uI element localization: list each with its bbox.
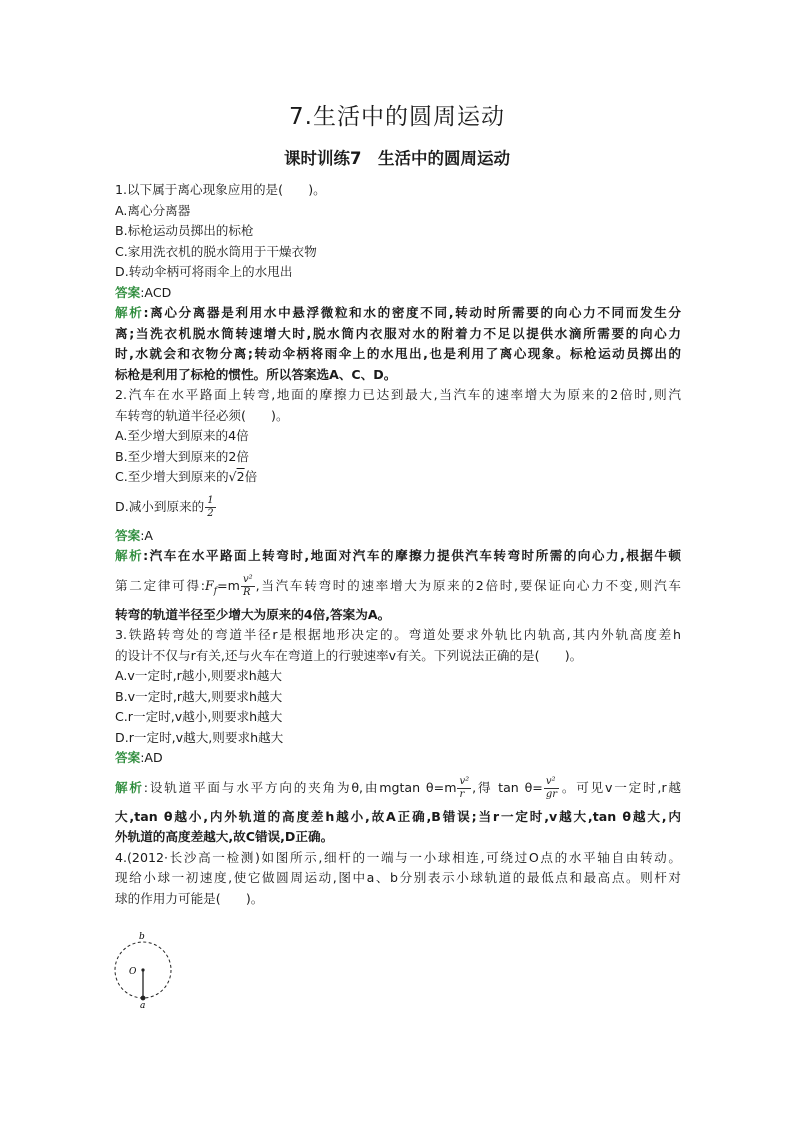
q2-option-a: A.至少增大到原来的4倍 <box>115 428 249 443</box>
q2-analysis-text-2: 第二定律可得: <box>115 577 206 593</box>
ball <box>141 996 146 1001</box>
fraction-numerator: v² <box>544 776 559 789</box>
q2-stem-line-2: 车转弯的轨道半径必须( )。 <box>115 407 289 423</box>
fraction-numerator: 1 <box>207 494 214 506</box>
fraction-denominator: gr <box>545 788 558 800</box>
q3-analysis-text-1: :设轨道平面与水平方向的夹角为θ,由mgtan θ=m <box>143 779 457 795</box>
q3-option-a: A.v一定时,r越小,则要求h越大 <box>115 668 282 683</box>
q2-answer-value: :A <box>140 527 154 543</box>
q4-stem-line-1: 4.(2012·长沙高一检测)如图所示,细杆的一端与一小球相连,可绕过O点的水平轴自由转动。 <box>115 849 681 865</box>
q3-option-c: C.r一定时,v越小,则要求h越大 <box>115 709 283 724</box>
formula-eq-m: =m <box>217 577 240 593</box>
q2-option-c-radicand: 2 <box>236 469 245 484</box>
q2-option-b: B.至少增大到原来的2倍 <box>115 448 249 464</box>
analysis-label: 解析 <box>115 548 144 563</box>
sqrt-symbol: √ <box>228 469 237 484</box>
circular-motion-figure <box>110 928 180 1010</box>
q1-analysis-line-3: 时,水就会和衣物分离;转动伞柄将雨伞上的水甩出,也是利用了离心现象。标枪运动员掷出的 <box>115 346 681 361</box>
q2-option-c-unit: 倍 <box>244 469 258 484</box>
q3-analysis-line-3: 外轨道的高度差越大,故C错误,D正确。 <box>115 829 334 844</box>
q3-answer-value: :AD <box>140 750 163 765</box>
answer-label: 答案 <box>115 527 141 543</box>
q3-option-b: B.v一定时,r越大,则要求h越大 <box>115 688 283 704</box>
q3-answer <box>115 748 681 769</box>
q2-option-c-text: C.至少增大到原来的 <box>115 469 229 484</box>
label-b: b <box>139 932 145 942</box>
fraction-v2-over-r <box>241 574 255 599</box>
q2-answer <box>115 526 681 547</box>
formula-f-subscript: f <box>213 586 218 597</box>
q1-analysis-line-1 <box>115 303 681 324</box>
q2-analysis-text-1: :汽车在水平路面上转弯时,地面对汽车的摩擦力提供汽车转弯时所需的向心力,根据牛顿 <box>143 548 682 563</box>
document-content <box>115 180 681 909</box>
q2-option-d-text: D.减小到原来的 <box>115 498 205 514</box>
q4-stem-line-2: 现给小球一初速度,使它做圆周运动,图中a、b分别表示小球轨道的最低点和最高点。则杆对 <box>115 870 681 885</box>
q3-stem-line-2: 的设计不仅与r有关,还与火车在弯道上的行驶速率v有关。下列说法正确的是( )。 <box>115 647 583 663</box>
q2-option-d <box>115 488 681 526</box>
q2-analysis-line-3: 转弯的轨道半径至少增大为原来的4倍,答案为A。 <box>115 606 391 622</box>
fraction-numerator: v² <box>459 775 470 787</box>
q1-analysis-line-2: 离;当洗衣机脱水筒转速增大时,脱水筒内衣服对水的附着力不足以提供水滴所需要的向心力 <box>115 325 681 341</box>
q2-option-c <box>115 467 681 488</box>
label-a: a <box>140 1001 146 1010</box>
q3-analysis-text-1b: ,得 tan θ= <box>472 779 543 795</box>
q1-option-a: A.离心分离器 <box>115 202 191 218</box>
q3-analysis-line-1 <box>115 769 681 807</box>
formula-f: F <box>205 577 214 593</box>
q1-analysis-line-4: 标枪是利用了标枪的惯性。所以答案选A、C、D。 <box>115 366 397 382</box>
q1-option-b: B.标枪运动员掷出的标枪 <box>115 223 254 238</box>
analysis-label: 解析 <box>115 305 144 320</box>
q1-analysis-text-1: :离心分离器是利用水中悬浮微粒和水的密度不同,转动时所需要的向心力不同而发生分 <box>143 305 682 320</box>
q3-analysis-text-1c: 。可见v一定时,r越 <box>560 779 682 795</box>
fraction-denominator: 2 <box>207 507 214 519</box>
q2-stem-line-1: 2.汽车在水平路面上转弯,地面的摩擦力已达到最大,当汽车的速率增大为原来的2倍时,则汽 <box>115 387 681 402</box>
q3-option-d: D.r一定时,v越大,则要求h越大 <box>115 729 284 745</box>
q1-option-c: C.家用洗衣机的脱水筒用于干燥衣物 <box>115 243 317 259</box>
q2-analysis-line-2 <box>115 567 681 605</box>
analysis-label: 解析 <box>115 779 144 795</box>
q1-answer <box>115 283 681 304</box>
fraction-numerator: v² <box>242 573 253 585</box>
q4-stem-line-3: 球的作用力可能是( )。 <box>115 890 264 906</box>
fraction-denominator: r <box>459 788 465 800</box>
answer-label: 答案 <box>115 284 141 300</box>
page-subtitle: 课时训练7 生活中的圆周运动 <box>284 149 510 168</box>
fraction-denominator: R <box>242 586 251 598</box>
q3-stem-line-1: 3.铁路转弯处的弯道半径r是根据地形决定的。弯道处要求外轨比内轨高,其内外轨高度差h <box>115 627 681 642</box>
fraction-v2-over-r <box>457 776 471 801</box>
answer-label: 答案 <box>115 750 141 765</box>
q3-analysis-line-2: 大,tan θ越小,内外轨道的高度差h越小,故A正确,B错误;当r一定时,v越大,tan θ越大,内 <box>115 808 681 824</box>
q2-analysis-text-2b: ,当汽车转弯时的速率增大为原来的2倍时,要保证向心力不变,则汽车 <box>255 577 681 593</box>
fraction-one-half <box>205 495 215 520</box>
q1-option-d: D.转动伞柄可将雨伞上的水甩出 <box>115 264 293 279</box>
fraction-v2-over-gr <box>544 776 559 801</box>
q1-stem: 1.以下属于离心现象应用的是( )。 <box>115 182 326 197</box>
label-o: O <box>129 967 137 977</box>
page-title: 7.生活中的圆周运动 <box>289 104 505 130</box>
q2-analysis-line-1 <box>115 546 681 567</box>
q1-answer-value: :ACD <box>140 284 172 300</box>
pivot-point <box>141 968 144 971</box>
